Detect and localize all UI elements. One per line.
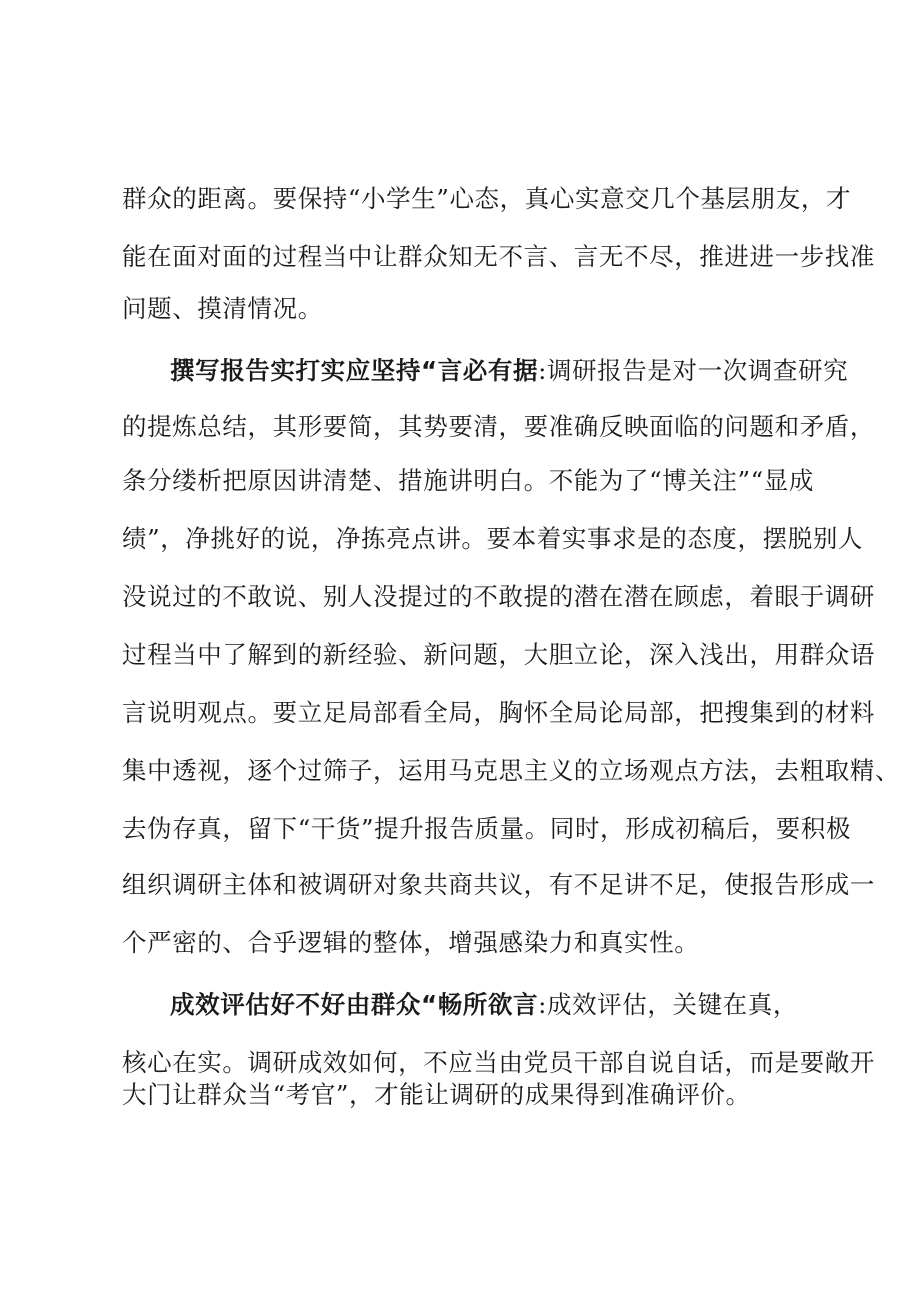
paragraph-2-line-8: 集中透视，逐个过筛子，运用马克思主义的立场观点方法，去粗取精、 (122, 756, 901, 785)
paragraph-3-line-2: 核心在实。调研成效如何，不应当由党员干部自说自话，而是要敞开 (122, 1048, 875, 1077)
paragraph-2-line-7: 言说明观点。要立足局部看全局，胸怀全局论局部，把搜集到的材料 (122, 698, 875, 727)
paragraph-2-line-11: 个严密的、合乎逻辑的整体，增强感染力和真实性。 (122, 928, 700, 957)
paragraph-1-line-1: 群众的距离。要保持“小学生”心态，真心实意交几个基层朋友，才 (122, 184, 852, 213)
paragraph-3-line-3: 大门让群众当“考官”，才能让调研的成果得到准确评价。 (122, 1080, 751, 1109)
paragraph-2-line-6: 过程当中了解到的新经验、新问题，大胆立论，深入浅出，用群众语 (122, 640, 875, 669)
paragraph-3-first-line-text: :成效评估，关键在真， (538, 990, 798, 1019)
paragraph-2-first-line (170, 356, 848, 386)
paragraph-2-line-9: 去伪存真，留下“干货”提升报告质量。同时，形成初稿后，要积极 (122, 814, 852, 843)
paragraph-3-heading: 成效评估好不好由群众“畅所欲言 (170, 990, 539, 1019)
paragraph-2-line-4: 绩”，净挑好的说，净拣亮点讲。要本着实事求是的态度，摆脱别人 (122, 524, 864, 553)
paragraph-1-line-2: 能在面对面的过程当中让群众知无不言、言无不尽，推进进一步找准 (122, 242, 875, 271)
paragraph-3-first-line (170, 990, 798, 1020)
paragraph-2-line-10: 组织调研主体和被调研对象共商共议，有不足讲不足，使报告形成一 (122, 870, 875, 899)
paragraph-1-line-3: 问题、摸清情况。 (122, 294, 323, 323)
paragraph-2-line-2: 的提炼总结，其形要简，其势要清，要准确反映面临的问题和矛盾， (122, 412, 875, 441)
paragraph-2-first-line-text: :调研报告是对一次调查研究 (538, 356, 849, 385)
paragraph-2-line-5: 没说过的不敢说、别人没提过的不敢提的潜在潜在顾虑，着眼于调研 (122, 582, 875, 611)
paragraph-2-line-3: 条分缕析把原因讲清楚、措施讲明白。不能为了“博关注”“显成 (122, 466, 814, 495)
paragraph-2-heading: 撰写报告实打实应坚持“言必有据 (170, 356, 539, 385)
